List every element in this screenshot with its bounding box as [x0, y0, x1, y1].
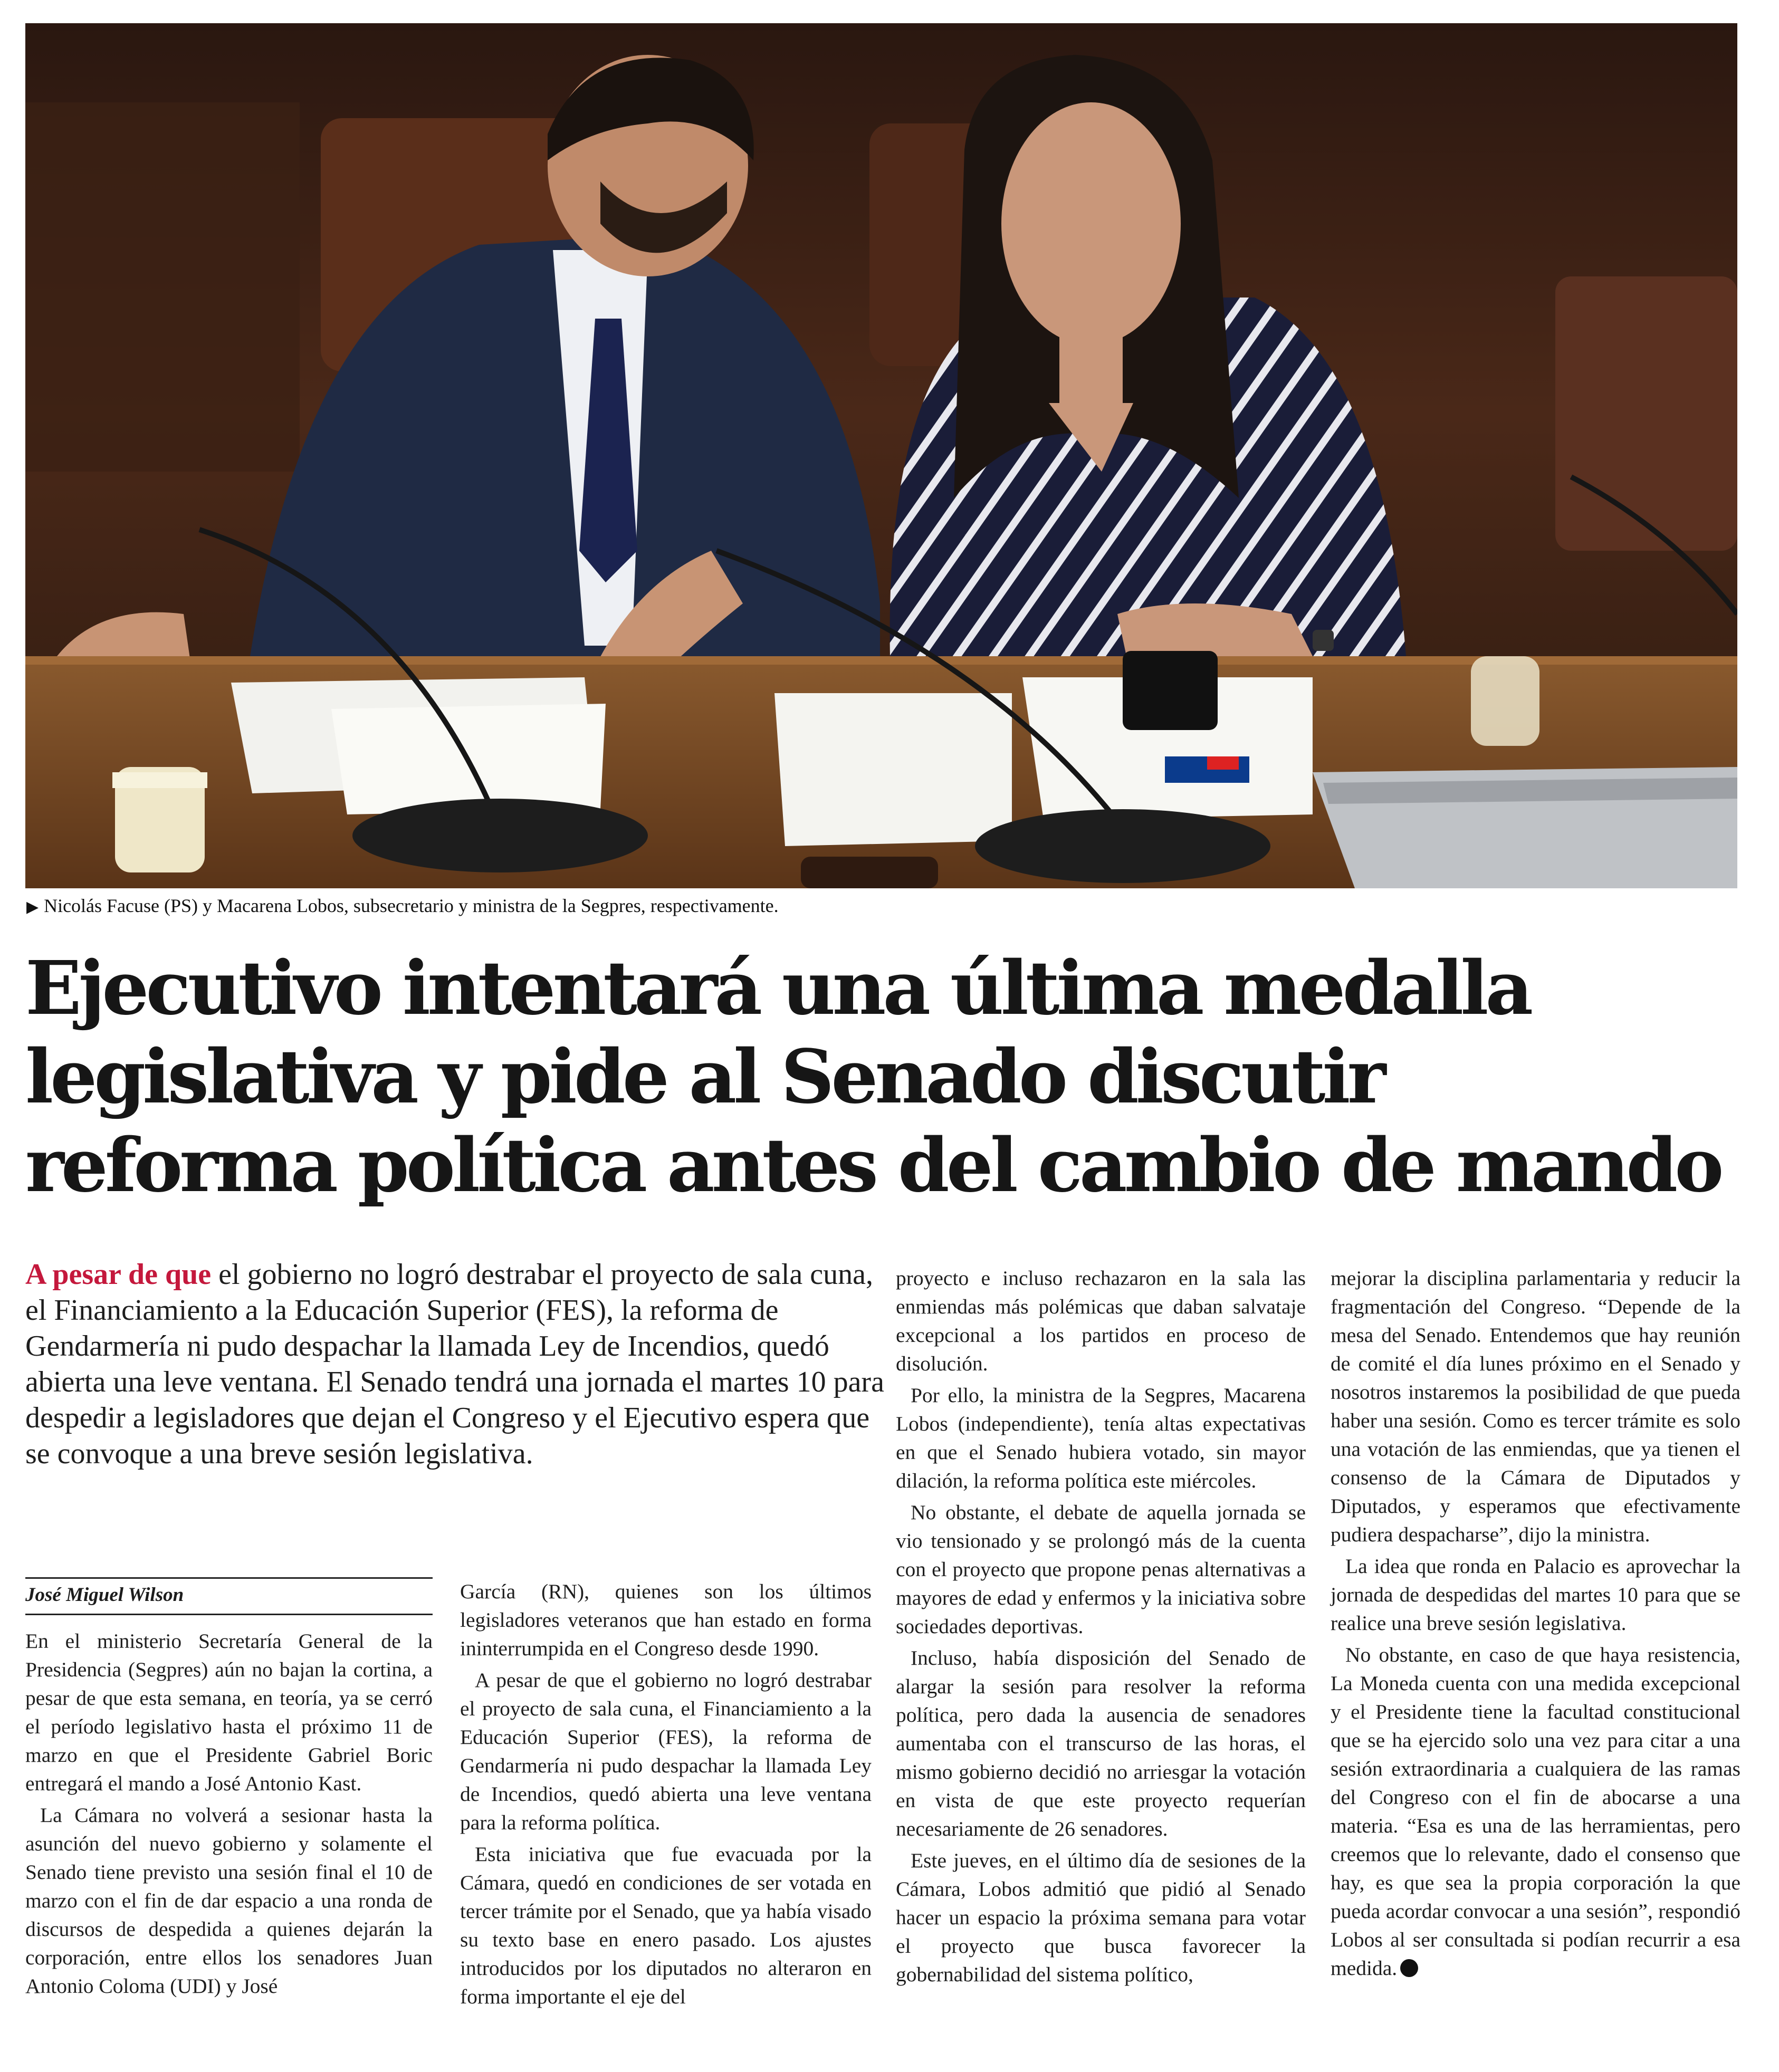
- caption-triangle-icon: ▶: [26, 898, 39, 916]
- body-column-4: [1331, 1264, 1740, 1982]
- body-paragraph: A pesar de que el gobierno no logró destrabar el proyecto de sala cuna, el Financiamiento a la Educación Superior (FES), la reforma de Gendarmería ni pudo despachar la llamada Ley de Incendios, quedó abierta una leve ventana para la reforma política.: [460, 1668, 872, 1834]
- body-paragraph: Incluso, había disposición del Senado de alargar la sesión para resolver la reforma política, pero dada la ausencia de senadores aumentaba con el transcurso de las horas, el mismo gobierno decidió no arriesgar la votación en vista de que este proyecto requerían necesariamente de 26 senadores.: [896, 1646, 1306, 1840]
- lead-paragraph: [25, 1256, 891, 1472]
- headline-line: legislativa y pide al Senado discutir: [25, 1034, 1383, 1120]
- headline: [25, 944, 1761, 1210]
- body-paragraph: Por ello, la ministra de la Segpres, Macarena Lobos (independiente), tenía altas expectativas en que el Senado hubiera votado, sin mayor dilación, la reforma política este miércoles.: [896, 1384, 1306, 1492]
- end-mark-icon: [1400, 1959, 1418, 1977]
- body-paragraph: mejorar la disciplina parlamentaria y reducir la fragmentación del Congreso. “Depende de la mesa del Senado. Entendemos que hay reunión de comité el día lunes próximo en el Senado y nosotros instaremos la posibilidad de que pueda haber una sesión. Como es tercer trámite es solo una votación de las enmiendas, que ya tienen el consenso de la Cámara de Diputados y Diputados, y esperamos que efectivamente pudiera despacharse”, dijo la ministra.: [1331, 1267, 1740, 1546]
- photo-caption: [26, 894, 1736, 919]
- body-paragraph: García (RN), quienes son los últimos legisladores veteranos que han estado en forma ininterrumpida en el Congreso desde 1990.: [460, 1580, 872, 1660]
- body-column-1: [25, 1627, 433, 2000]
- byline: José Miguel Wilson: [25, 1577, 433, 1615]
- body-paragraph: En el ministerio Secretaría General de la Presidencia (Segpres) aún no bajan la cortina, a pesar de que esta semana, en teoría, ya se cerró el período legislativo hasta el próximo 11 de marzo en que el Presidente Gabriel Boric entregará el mando a José Antonio Kast.: [25, 1629, 433, 1795]
- body-column-3: [896, 1264, 1306, 1989]
- body-paragraph: La idea que ronda en Palacio es aprovechar la jornada de despedidas del martes 10 para que se realice una breve sesión legislativa.: [1331, 1555, 1740, 1635]
- lead-kicker: A pesar de que: [25, 1258, 212, 1291]
- headline-line: Ejecutivo intentará una última medalla: [25, 945, 1531, 1032]
- body-column-2: [460, 1577, 872, 2011]
- body-paragraph: No obstante, el debate de aquella jornada se vio tensionado y se prolongó más de la cuenta con el proyecto que propone penas alternativas a mayores de edad y enfermos y la iniciativa sobre sociedades deportivas.: [896, 1501, 1306, 1638]
- body-paragraph-text: No obstante, en caso de que haya resistencia, La Moneda cuenta con una medida excepcional y el Presidente tiene la facultad constitucional que se ha ejercido solo una vez para citar a una sesión extraordinaria a cualquiera de las ramas del Congreso con el fin de abocarse a una materia. “Esa es una de las herramientas, pero creemos que lo relevante, dado el consenso que hay, es que sea la propia corporación la que pueda acordar convocar a una sesión”, respondió Lobos al ser consultada si podían recurrir a esa medida.: [1331, 1643, 1740, 1980]
- article-photo: [25, 23, 1737, 888]
- body-paragraph: proyecto e incluso rechazaron en la sala las enmiendas más polémicas que daban salvataje excepcional a los partidos en proceso de disolución.: [896, 1267, 1306, 1375]
- body-paragraph: [1331, 1641, 1740, 1982]
- body-paragraph: Este jueves, en el último día de sesiones de la Cámara, Lobos admitió que pidió al Senado hacer un espacio la próxima semana para votar el proyecto que busca favorecer la gobernabilidad del sistema político,: [896, 1849, 1306, 1986]
- caption-text: Nicolás Facuse (PS) y Macarena Lobos, subsecretario y ministra de la Segpres, respectivamente.: [44, 895, 779, 916]
- body-paragraph: La Cámara no volverá a sesionar hasta la asunción del nuevo gobierno y solamente el Senado tiene previsto una sesión final el 10 de marzo con el fin de dar espacio a una ronda de discursos de despedida a quienes dejarán la corporación, entre ellos los senadores Juan Antonio Coloma (UDI) y José: [25, 1804, 433, 1998]
- lead-text: el gobierno no logró destrabar el proyecto de sala cuna, el Financiamiento a la Educación Superior (FES), la reforma de Gendarmería ni pudo despachar la llamada Ley de Incendios, quedó abierta una leve ventana. El Senado tendrá una jornada el martes 10 para despedir a legisladores que dejan el Congreso y el Ejecutivo espera que se convoque a una breve sesión legislativa.: [25, 1258, 884, 1470]
- headline-line: reforma política antes del cambio de mando: [25, 1123, 1721, 1209]
- body-paragraph: Esta iniciativa que fue evacuada por la Cámara, quedó en condiciones de ser votada en tercer trámite por el Senado, que ya había visado su texto base en enero pasado. Los ajustes introducidos por los diputados no alteraron en forma importante el eje del: [460, 1843, 872, 2008]
